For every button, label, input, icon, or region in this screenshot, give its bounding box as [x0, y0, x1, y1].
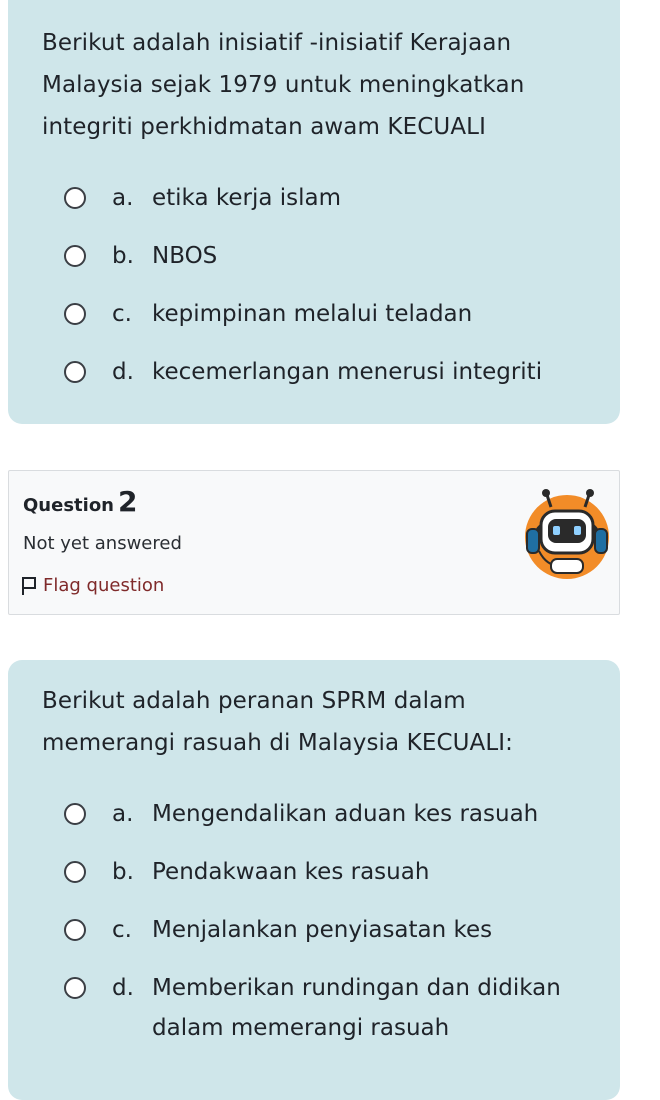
answer-letter: a.	[112, 801, 134, 827]
answer-option-c[interactable]	[42, 910, 602, 950]
robot-headset-icon	[517, 481, 617, 581]
answer-letter: b.	[112, 859, 134, 885]
answer-letter: d.	[112, 359, 134, 385]
answer-text: Pendakwaan kes rasuah	[152, 859, 430, 885]
question-number	[23, 485, 137, 518]
answer-letter: b.	[112, 243, 134, 269]
question-state: Not yet answered	[23, 533, 182, 554]
question-2-card	[8, 660, 620, 1100]
radio-button-b[interactable]	[64, 245, 86, 267]
answer-text: etika kerja islam	[152, 185, 342, 211]
answer-letter: d.	[112, 975, 134, 1001]
flag-question-link[interactable]	[21, 575, 164, 596]
question-2-info	[8, 470, 620, 615]
radio-button-d[interactable]	[64, 977, 86, 999]
answer-text: Menjalankan penyiasatan kes	[152, 917, 493, 943]
answer-text: Memberikan rundingan dan didikan dalam memerangi rasuah	[152, 975, 561, 1041]
answer-option-a[interactable]	[42, 178, 602, 218]
answer-letter: c.	[112, 917, 132, 943]
answer-text: kecemerlangan menerusi integriti	[152, 359, 543, 385]
question-1-card	[8, 0, 620, 424]
radio-button-a[interactable]	[64, 187, 86, 209]
question-2-answers	[42, 794, 602, 1048]
radio-button-a[interactable]	[64, 803, 86, 825]
radio-button-b[interactable]	[64, 861, 86, 883]
answer-option-b[interactable]	[42, 852, 602, 892]
radio-button-c[interactable]	[64, 303, 86, 325]
answer-letter: a.	[112, 185, 134, 211]
question-1-answers	[42, 178, 602, 392]
question-label: Question	[23, 495, 114, 516]
answer-option-d[interactable]	[42, 352, 602, 392]
answer-option-d[interactable]	[42, 968, 602, 1048]
answer-text: Mengendalikan aduan kes rasuah	[152, 801, 539, 827]
question-1-text: Berikut adalah inisiatif -inisiatif Kerajaan Malaysia sejak 1979 untuk meningkatkan integriti perkhidmatan awam KECUALI	[42, 30, 525, 140]
answer-letter: c.	[112, 301, 132, 327]
answer-option-c[interactable]	[42, 294, 602, 334]
flag-outline-icon	[21, 576, 37, 596]
answer-text: kepimpinan melalui teladan	[152, 301, 473, 327]
question-2-text: Berikut adalah peranan SPRM dalam memerangi rasuah di Malaysia KECUALI:	[42, 688, 514, 756]
radio-button-c[interactable]	[64, 919, 86, 941]
radio-button-d[interactable]	[64, 361, 86, 383]
answer-text: NBOS	[152, 243, 218, 269]
question-number-value: 2	[118, 485, 138, 518]
answer-option-a[interactable]	[42, 794, 602, 834]
flag-question-label: Flag question	[43, 575, 165, 596]
answer-option-b[interactable]	[42, 236, 602, 276]
